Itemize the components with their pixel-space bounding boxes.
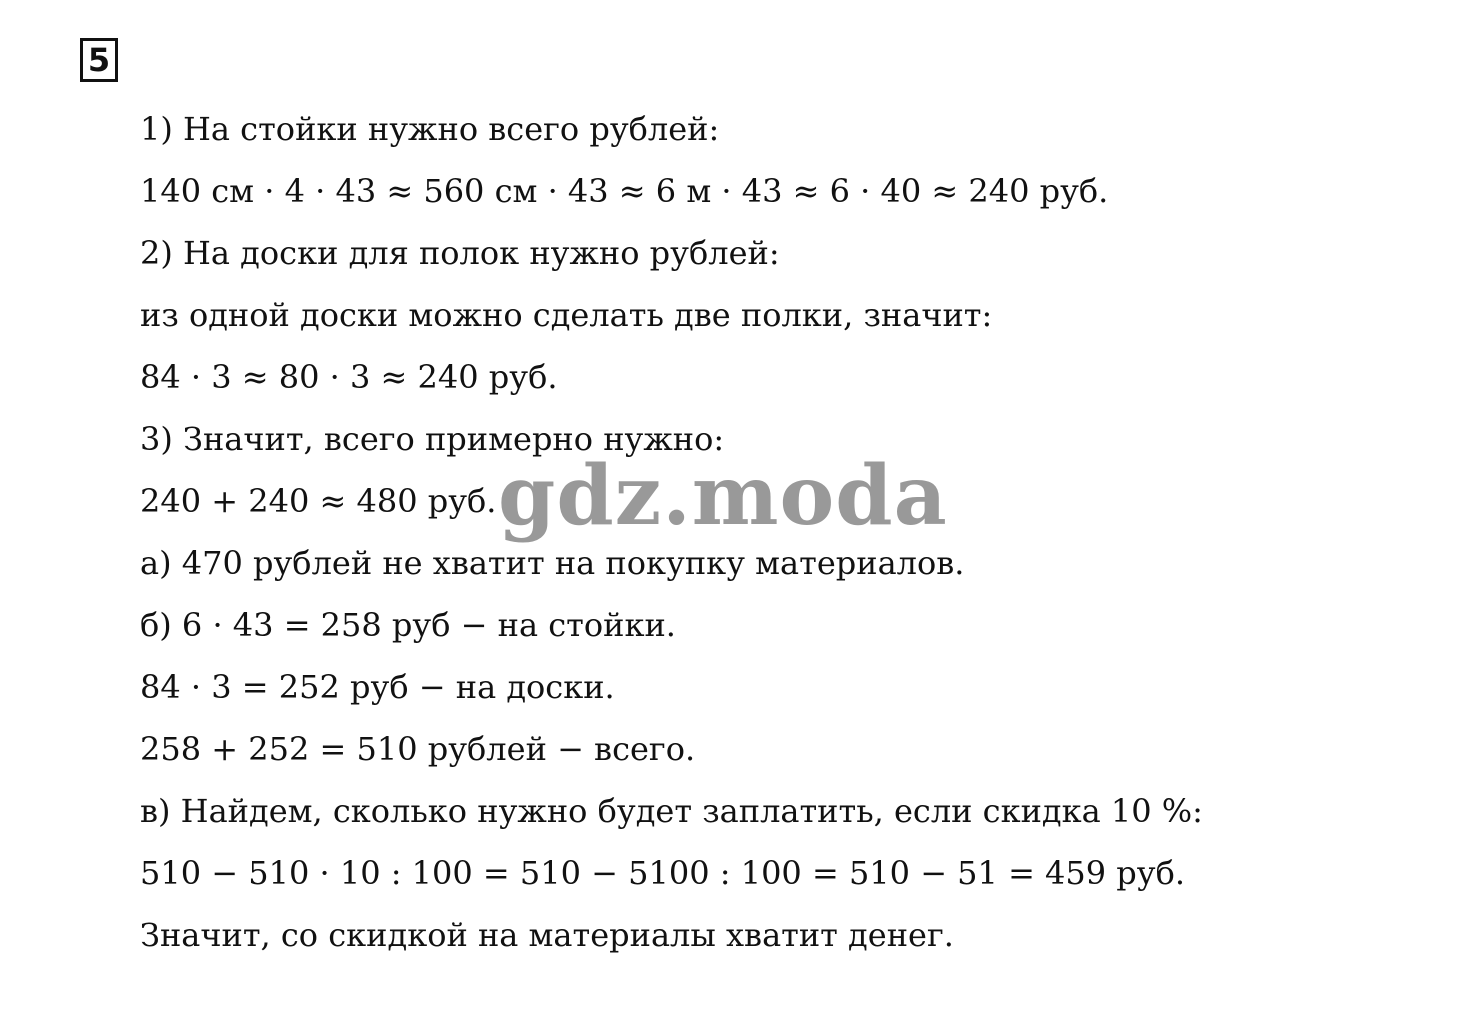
solution-line-12: в) Найдем, сколько нужно будет заплатить, если скидка 10 %: — [140, 792, 1203, 830]
solution-line-4: из одной доски можно сделать две полки, значит: — [140, 296, 993, 334]
solution-line-9: б) 6 · 43 = 258 руб − на стойки. — [140, 606, 676, 644]
task-number: 5 — [87, 41, 111, 79]
solution-line-13: 510 − 510 · 10 : 100 = 510 − 5100 : 100 = 510 − 51 = 459 руб. — [140, 854, 1186, 892]
solution-line-14: Значит, со скидкой на материалы хватит денег. — [140, 916, 954, 954]
solution-line-6: 3) Значит, всего примерно нужно: — [140, 420, 725, 458]
solution-line-5: 84 · 3 ≈ 80 · 3 ≈ 240 руб. — [140, 358, 558, 396]
solution-line-11: 258 + 252 = 510 рублей − всего. — [140, 730, 696, 768]
solution-line-1: 1) На стойки нужно всего рублей: — [140, 110, 720, 148]
solution-line-2: 140 см · 4 · 43 ≈ 560 см · 43 ≈ 6 м · 43 ≈ 6 · 40 ≈ 240 руб. — [140, 172, 1109, 210]
solution-line-3: 2) На доски для полок нужно рублей: — [140, 234, 780, 272]
watermark-logo: gdz.moda — [498, 448, 948, 544]
solution-text — [140, 98, 1390, 966]
solution-line-10: 84 · 3 = 252 руб − на доски. — [140, 668, 615, 706]
solution-line-8: а) 470 рублей не хватит на покупку материалов. — [140, 544, 965, 582]
task-number-box — [80, 38, 118, 82]
solution-line-7: 240 + 240 ≈ 480 руб. — [140, 482, 497, 520]
